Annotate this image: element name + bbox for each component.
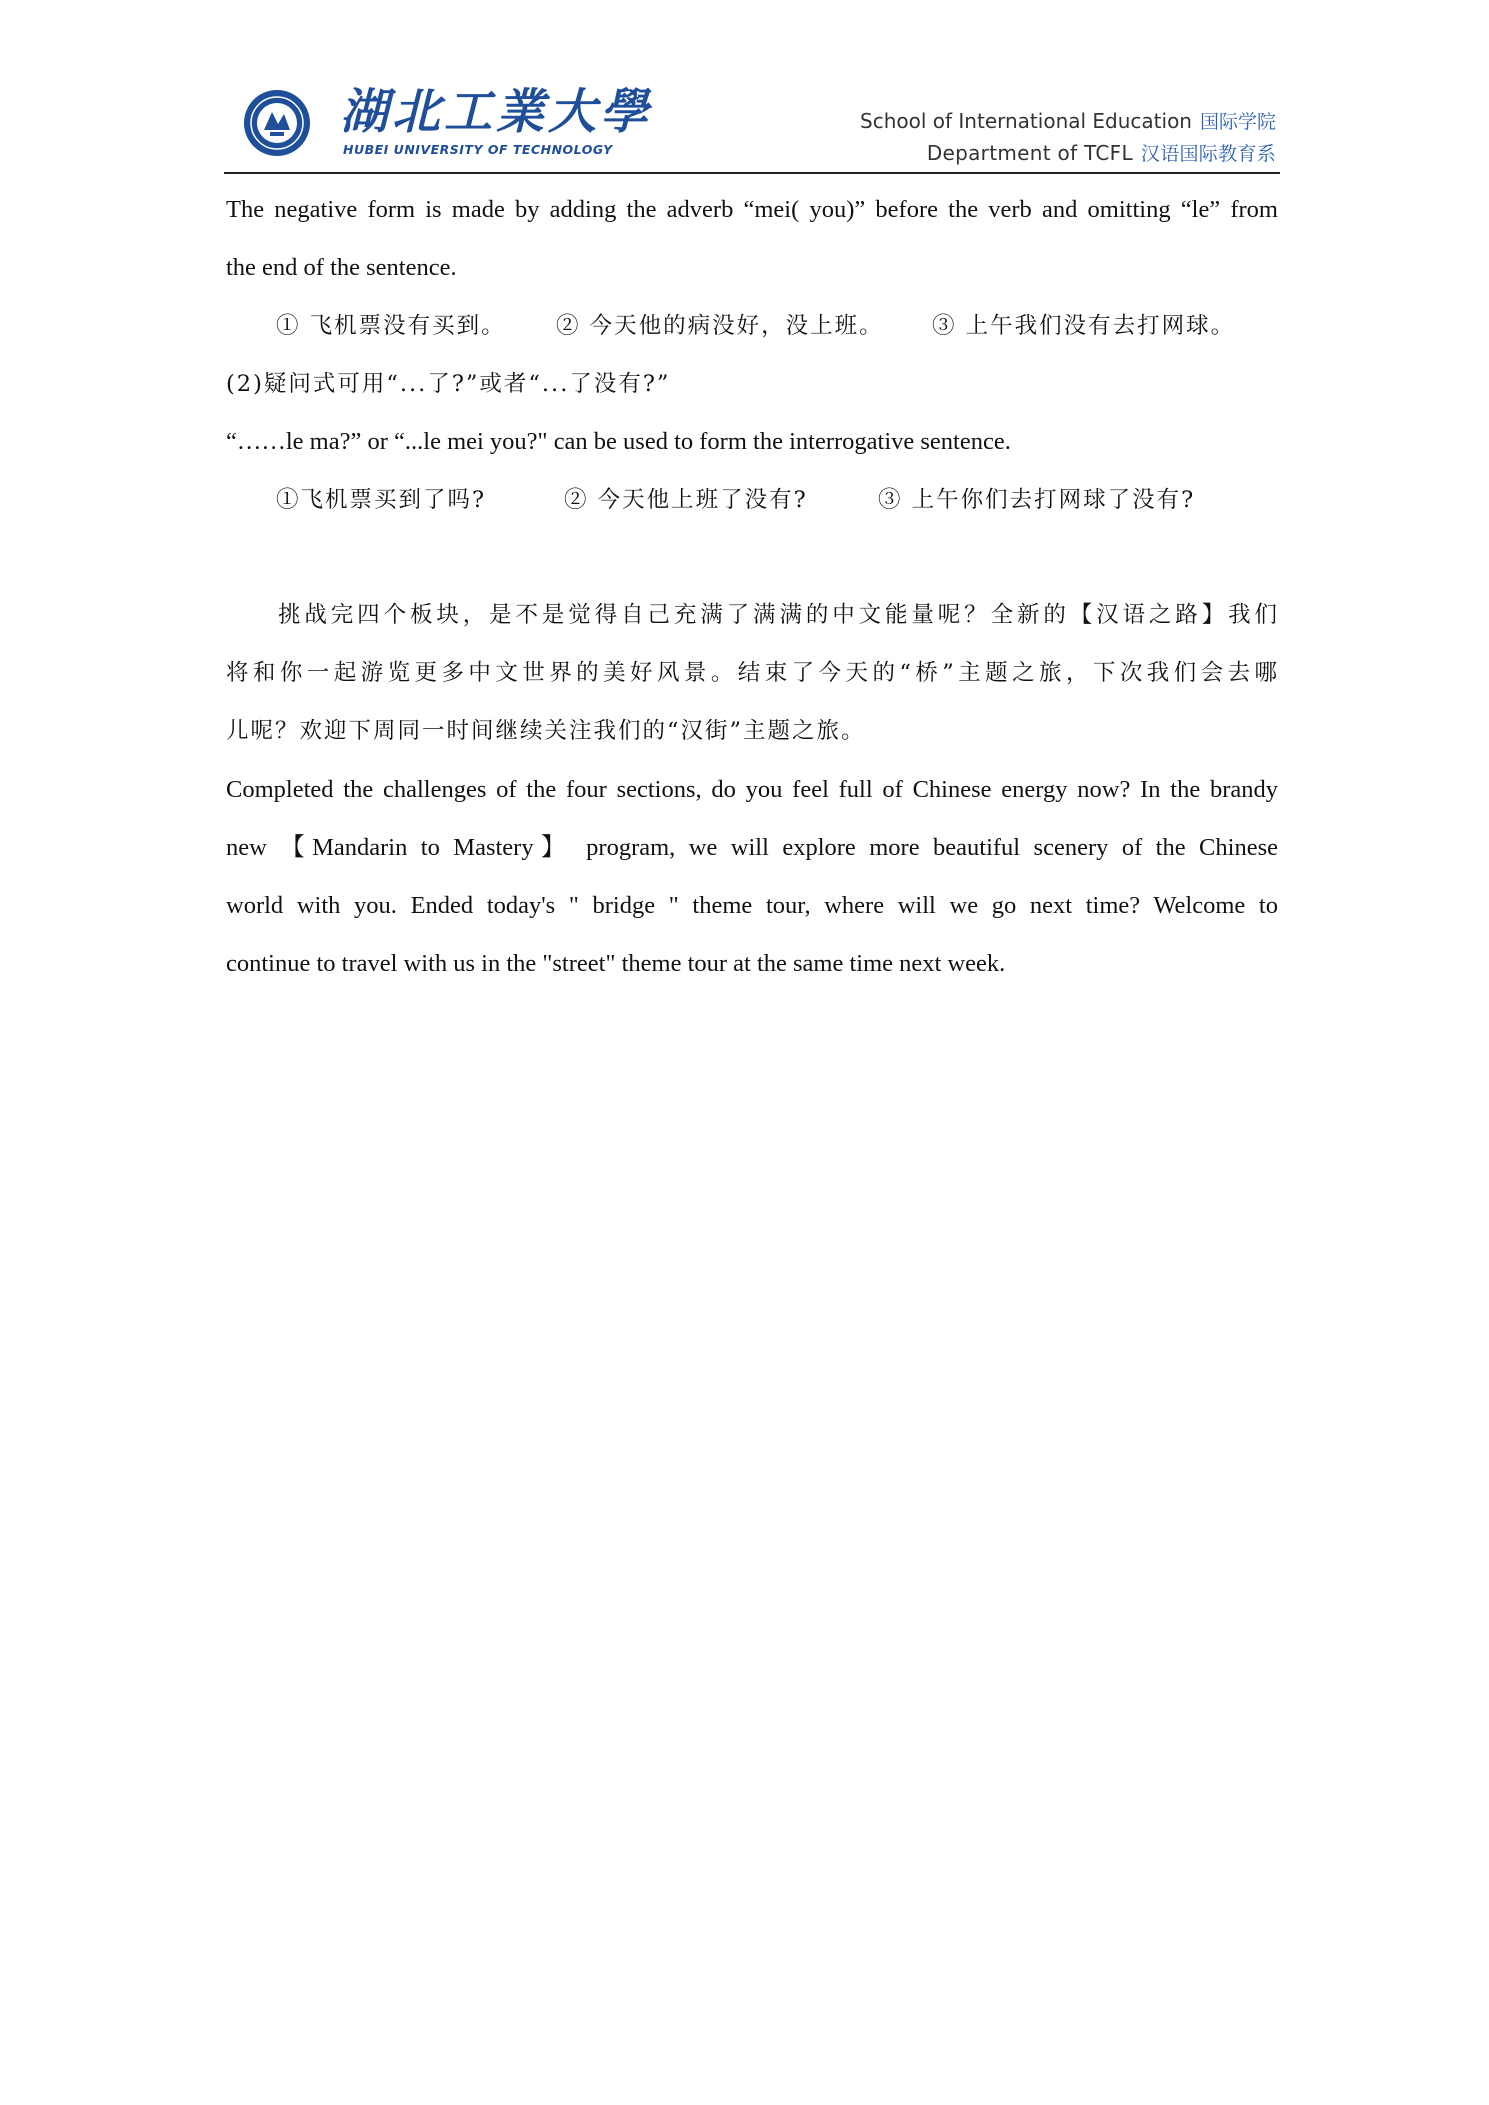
university-name-cn: 湖北工業大學 (340, 84, 653, 140)
closing-en-line-4: continue to travel with us in the "street" theme tour at the same time next week. (226, 950, 1006, 977)
question-heading: (2)疑问式可用“...了?”或者“...了没有?” (226, 371, 671, 397)
university-name-en: HUBEI UNIVERSITY OF TECHNOLOGY (343, 142, 613, 157)
negative-explanation-line-1: The negative form is made by adding the adverb “mei( you)” before the verb and omitting “le” from (226, 196, 1278, 223)
school-name (860, 108, 1276, 135)
negative-example-3: ③ 上午我们没有去打网球。 (932, 313, 1236, 339)
closing-en-line-3: world with you. Ended today's " bridge " theme tour, where will we go next time? Welcome to (226, 892, 1278, 919)
closing-en-line-2: new 【Mandarin to Mastery】 program, we will explore more beautiful scenery of the Chinese (226, 834, 1278, 861)
closing-en-line-1: Completed the challenges of the four sections, do you feel full of Chinese energy now? In the brandy (226, 776, 1278, 803)
school-name-en: School of International Education (860, 109, 1192, 133)
question-explanation: “……le ma?” or “...le mei you?" can be used to form the interrogative sentence. (226, 428, 1011, 455)
school-name-cn: 国际学院 (1199, 111, 1276, 133)
closing-zh-line-2: 将和你一起游览更多中文世界的美好风景。结束了今天的“桥”主题之旅，下次我们会去哪 (226, 660, 1278, 686)
closing-zh-line-1: 挑战完四个板块，是不是觉得自己充满了满满的中文能量呢？全新的【汉语之路】我们 (278, 602, 1278, 628)
negative-example-2: ② 今天他的病没好，没上班。 (556, 313, 884, 339)
page-header (224, 82, 1280, 174)
negative-explanation-line-2: the end of the sentence. (226, 254, 457, 281)
question-example-1: ①飞机票买到了吗? (276, 487, 487, 513)
university-seal-logo (242, 88, 312, 158)
negative-example-1: ① 飞机票没有买到。 (276, 313, 506, 339)
department-name-en: Department of TCFL (926, 141, 1133, 165)
department-name-cn: 汉语国际教育系 (1140, 143, 1276, 165)
question-example-2: ② 今天他上班了没有? (564, 487, 808, 513)
department-name (927, 140, 1276, 167)
question-example-3: ③ 上午你们去打网球了没有? (878, 487, 1196, 513)
closing-zh-line-3: 儿呢？欢迎下周同一时间继续关注我们的“汉街”主题之旅。 (226, 718, 866, 744)
